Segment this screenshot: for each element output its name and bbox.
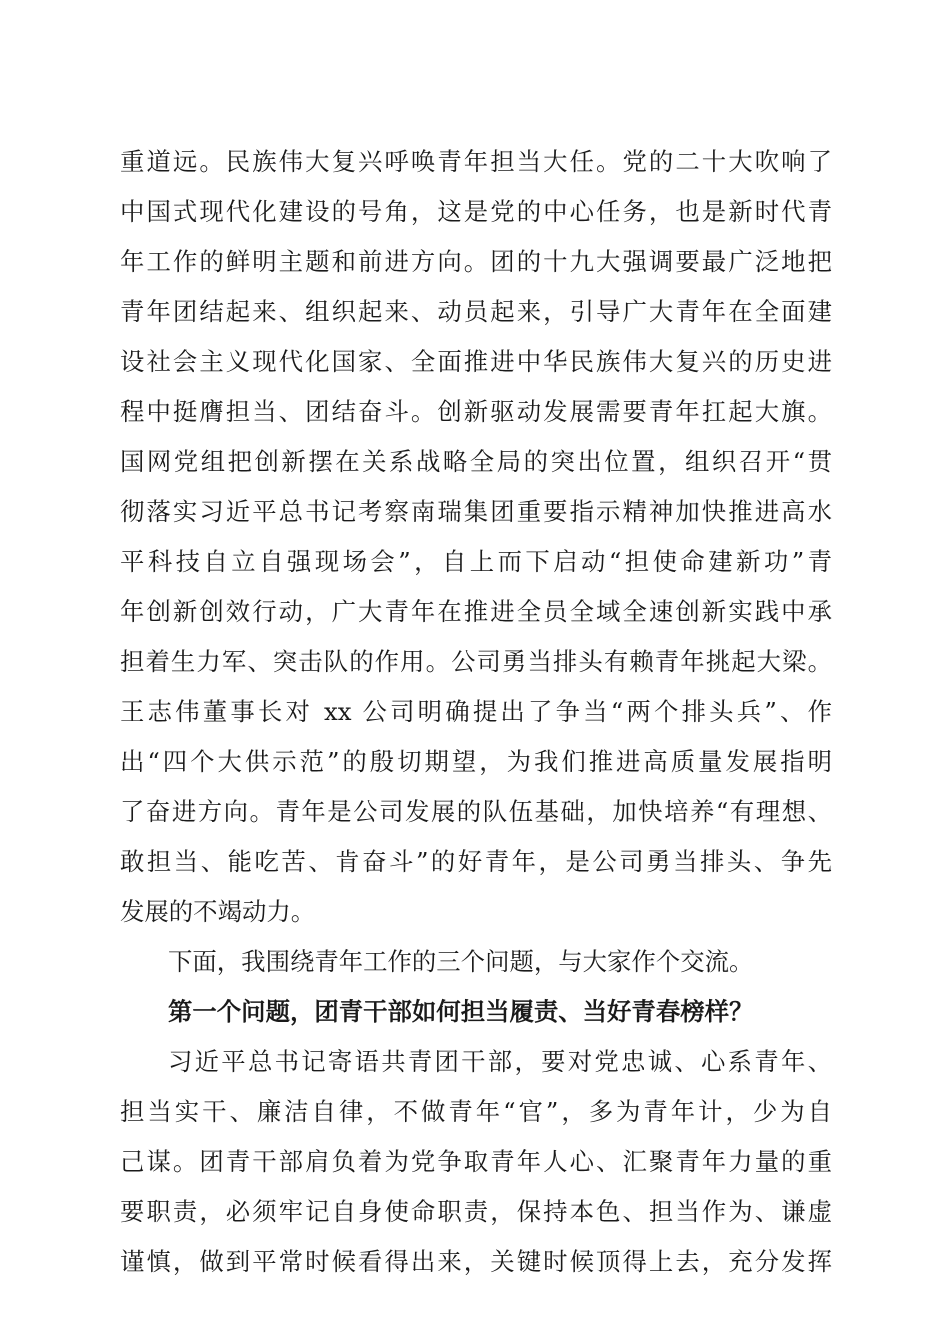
text-line: 程中挺膺担当、团结奋斗。创新驱动发展需要青年扛起大旗。 [120,397,832,426]
text-line: 谨慎，做到平常时候看得出来，关键时候顶得上去，充分发挥 [120,1247,832,1276]
text-line: 彻落实习近平总书记考察南瑞集团重要指示精神加快推进高水 [120,497,832,526]
text-line: 平科技自立自强现场会”，自上而下启动“担使命建新功”青 [120,547,832,576]
text-line: 年工作的鲜明主题和前进方向。团的十九大强调要最广泛地把 [120,247,832,276]
text-line: 中国式现代化建设的号角，这是党的中心任务，也是新时代青 [120,197,832,226]
text-line: 出“四个大供示范”的殷切期望，为我们推进高质量发展指明 [120,747,832,776]
text-line: 青年团结起来、组织起来、动员起来，引导广大青年在全面建 [120,297,832,326]
text-line: 年创新创效行动，广大青年在推进全员全域全速创新实践中承 [120,597,832,626]
text-line: 己谋。团青干部肩负着为党争取青年人心、汇聚青年力量的重 [120,1147,832,1176]
text-line: 敢担当、能吃苦、肯奋斗”的好青年，是公司勇当排头、争先 [120,847,832,876]
text-line: 重道远。民族伟大复兴呼唤青年担当大任。党的二十大吹响了 [120,147,832,176]
paragraph-intro: 下面，我围绕青年工作的三个问题，与大家作个交流。 [168,947,754,976]
text-line: 发展的不竭动力。 [120,897,316,926]
text-line: 要职责，必须牢记自身使命职责，保持本色、担当作为、谦虚 [120,1197,832,1226]
text-line: 了奋进方向。青年是公司发展的队伍基础，加快培养“有理想、 [120,797,832,826]
section-heading: 第一个问题，团青干部如何担当履责、当好青春榜样？ [168,997,754,1026]
text-line: 习近平总书记寄语共青团干部，要对党忠诚、心系青年、 [168,1047,832,1076]
text-line: 国网党组把创新摆在关系战略全局的突出位置，组织召开“贯 [120,447,832,476]
text-line: 担着生力军、突击队的作用。公司勇当排头有赖青年挑起大梁。 [120,647,832,676]
text-line: 设社会主义现代化国家、全面推进中华民族伟大复兴的历史进 [120,347,832,376]
text-line: 王志伟董事长对 xx 公司明确提出了争当“两个排头兵”、作 [120,697,832,726]
text-line: 担当实干、廉洁自律，不做青年“官”，多为青年计，少为自 [120,1097,832,1126]
